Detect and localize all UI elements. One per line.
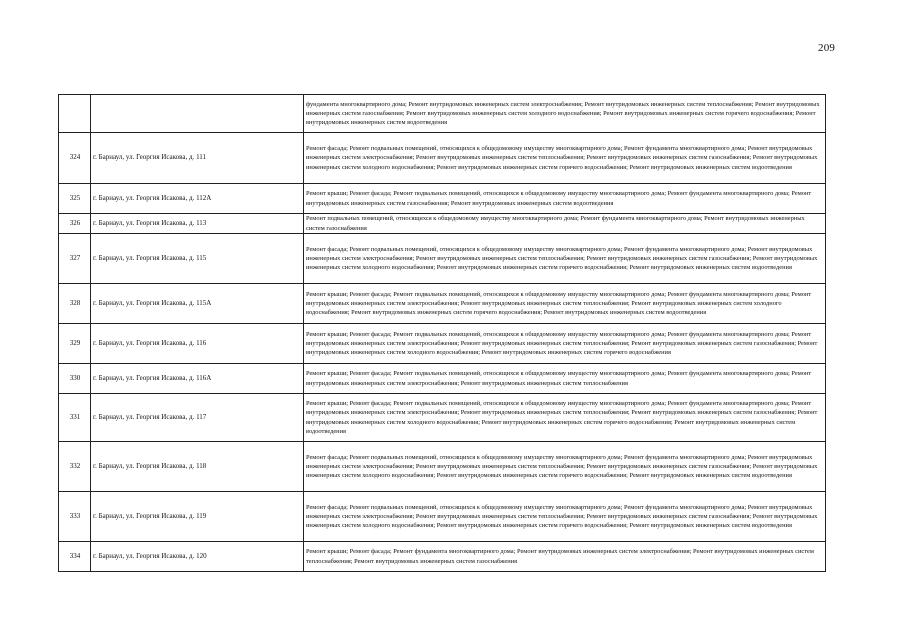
row-works: Ремонт подвальных помещений, относящихся к общедомовому имуществу многоквартирного дома; Ремонт фундамента многоквартирного дома; Ремонт внутридомовых инженерных систем газоснабжения (304, 214, 826, 234)
row-number: 325 (59, 184, 91, 214)
row-works: Ремонт крыши; Ремонт фасада; Ремонт подвальных помещений, относящихся к общедомовому имуществу многоквартирного дома; Ремонт фундамента многоквартирного дома; Ремонт внутридомовых инженерных систем электроснабжения; Ремонт внутридомовых инженерных систем теплоснабжения; Ремонт внутридомовых инженерных систем газоснабжения; Ремонт внутридомовых инженерных систем холодного водоснабжения; Ремонт внутридомовых инженерных систем горячего водоснабжения; Ремонт внутридомовых инженерных систем водоотведения (304, 394, 826, 442)
row-works: Ремонт крыши; Ремонт фасада; Ремонт фундамента многоквартирного дома; Ремонт внутридомовых инженерных систем электроснабжения; Ремонт внутридомовых инженерных систем теплоснабжения; Ремонт внутридомовых инженерных систем газоснабжения (304, 542, 826, 572)
row-number: 326 (59, 214, 91, 234)
table-row (59, 394, 826, 442)
table-row (59, 284, 826, 324)
row-number: 331 (59, 394, 91, 442)
table-row (59, 184, 826, 214)
row-number: 332 (59, 442, 91, 492)
row-address (91, 95, 304, 133)
table-row (59, 492, 826, 542)
row-address: г. Барнаул, ул. Георгия Исакова, д. 119 (91, 492, 304, 542)
row-works: Ремонт фасада; Ремонт подвальных помещений, относящихся к общедомовому имуществу многоквартирного дома; Ремонт фундамента многоквартирного дома; Ремонт внутридомовых инженерных систем электроснабжения; Ремонт внутридомовых инженерных систем теплоснабжения; Ремонт внутридомовых инженерных систем газоснабжения; Ремонт внутридомовых инженерных систем холодного водоснабжения; Ремонт внутридомовых инженерных систем горячего водоснабжения; Ремонт внутридомовых инженерных систем водоотведения (304, 133, 826, 184)
table-row (59, 542, 826, 572)
row-number: 328 (59, 284, 91, 324)
row-address: г. Барнаул, ул. Георгия Исакова, д. 116А (91, 364, 304, 394)
row-number: 327 (59, 234, 91, 284)
row-address: г. Барнаул, ул. Георгия Исакова, д. 117 (91, 394, 304, 442)
row-works: Ремонт крыши; Ремонт фасада; Ремонт подвальных помещений, относящихся к общедомовому имуществу многоквартирного дома; Ремонт фундамента многоквартирного дома; Ремонт внутридомовых инженерных систем электроснабжения; Ремонт внутридомовых инженерных систем теплоснабжения; Ремонт внутридомовых инженерных систем холодного водоснабжения; Ремонт внутридомовых инженерных систем горячего водоснабжения; Ремонт внутридомовых инженерных систем водоотведения (304, 284, 826, 324)
row-number: 330 (59, 364, 91, 394)
row-works: Ремонт крыши; Ремонт фасада; Ремонт подвальных помещений, относящихся к общедомовому имуществу многоквартирного дома; Ремонт фундамента многоквартирного дома; Ремонт внутридомовых инженерных систем электроснабжения; Ремонт внутридомовых инженерных систем теплоснабжения; Ремонт внутридомовых инженерных систем газоснабжения; Ремонт внутридомовых инженерных систем холодного водоснабжения; Ремонт внутридомовых инженерных систем горячего водоснабжения (304, 324, 826, 364)
row-address: г. Барнаул, ул. Георгия Исакова, д. 111 (91, 133, 304, 184)
row-number: 329 (59, 324, 91, 364)
row-address: г. Барнаул, ул. Георгия Исакова, д. 113 (91, 214, 304, 234)
row-number (59, 95, 91, 133)
row-works: Ремонт крыши; Ремонт фасада; Ремонт подвальных помещений, относящихся к общедомовому имуществу многоквартирного дома; Ремонт фундамента многоквартирного дома; Ремонт внутридомовых инженерных систем электроснабжения; Ремонт внутридомовых инженерных систем теплоснабжения (304, 364, 826, 394)
works-table (58, 94, 826, 572)
row-works: Ремонт фасада; Ремонт подвальных помещений, относящихся к общедомовому имуществу многоквартирного дома; Ремонт фундамента многоквартирного дома; Ремонт внутридомовых инженерных систем электроснабжения; Ремонт внутридомовых инженерных систем теплоснабжения; Ремонт внутридомовых инженерных систем газоснабжения; Ремонт внутридомовых инженерных систем холодного водоснабжения; Ремонт внутридомовых инженерных систем горячего водоснабжения; Ремонт внутридомовых инженерных систем водоотведения (304, 492, 826, 542)
row-number: 333 (59, 492, 91, 542)
row-address: г. Барнаул, ул. Георгия Исакова, д. 115А (91, 284, 304, 324)
row-address: г. Барнаул, ул. Георгия Исакова, д. 118 (91, 442, 304, 492)
table-row (59, 133, 826, 184)
table-row (59, 324, 826, 364)
row-address: г. Барнаул, ул. Георгия Исакова, д. 120 (91, 542, 304, 572)
row-address: г. Барнаул, ул. Георгия Исакова, д. 116 (91, 324, 304, 364)
page-number: 209 (818, 42, 836, 54)
row-address: г. Барнаул, ул. Георгия Исакова, д. 112А (91, 184, 304, 214)
row-works: фундамента многоквартирного дома; Ремонт внутридомовых инженерных систем электроснабжения; Ремонт внутридомовых инженерных систем теплоснабжения; Ремонт внутридомовых инженерных систем газоснабжения; Ремонт внутридомовых инженерных систем холодного водоснабжения; Ремонт внутридомовых инженерных систем горячего водоснабжения; Ремонт внутридомовых инженерных систем водоотведения (304, 95, 826, 133)
table-row (59, 442, 826, 492)
row-address: г. Барнаул, ул. Георгия Исакова, д. 115 (91, 234, 304, 284)
row-number: 334 (59, 542, 91, 572)
table-row (59, 214, 826, 234)
table-row (59, 95, 826, 133)
row-works: Ремонт фасада; Ремонт подвальных помещений, относящихся к общедомовому имуществу многоквартирного дома; Ремонт фундамента многоквартирного дома; Ремонт внутридомовых инженерных систем электроснабжения; Ремонт внутридомовых инженерных систем теплоснабжения; Ремонт внутридомовых инженерных систем газоснабжения; Ремонт внутридомовых инженерных систем холодного водоснабжения; Ремонт внутридомовых инженерных систем горячего водоснабжения; Ремонт внутридомовых инженерных систем водоотведения (304, 442, 826, 492)
table-row (59, 364, 826, 394)
row-number: 324 (59, 133, 91, 184)
row-works: Ремонт крыши; Ремонт фасада; Ремонт подвальных помещений, относящихся к общедомовому имуществу многоквартирного дома; Ремонт фундамента многоквартирного дома; Ремонт внутридомовых инженерных систем газоснабжения; Ремонт внутридомовых инженерных систем водоотведения (304, 184, 826, 214)
row-works: Ремонт фасада; Ремонт подвальных помещений, относящихся к общедомовому имуществу многоквартирного дома; Ремонт фундамента многоквартирного дома; Ремонт внутридомовых инженерных систем электроснабжения; Ремонт внутридомовых инженерных систем теплоснабжения; Ремонт внутридомовых инженерных систем газоснабжения; Ремонт внутридомовых инженерных систем холодного водоснабжения; Ремонт внутридомовых инженерных систем горячего водоснабжения; Ремонт внутридомовых инженерных систем водоотведения (304, 234, 826, 284)
table-row (59, 234, 826, 284)
